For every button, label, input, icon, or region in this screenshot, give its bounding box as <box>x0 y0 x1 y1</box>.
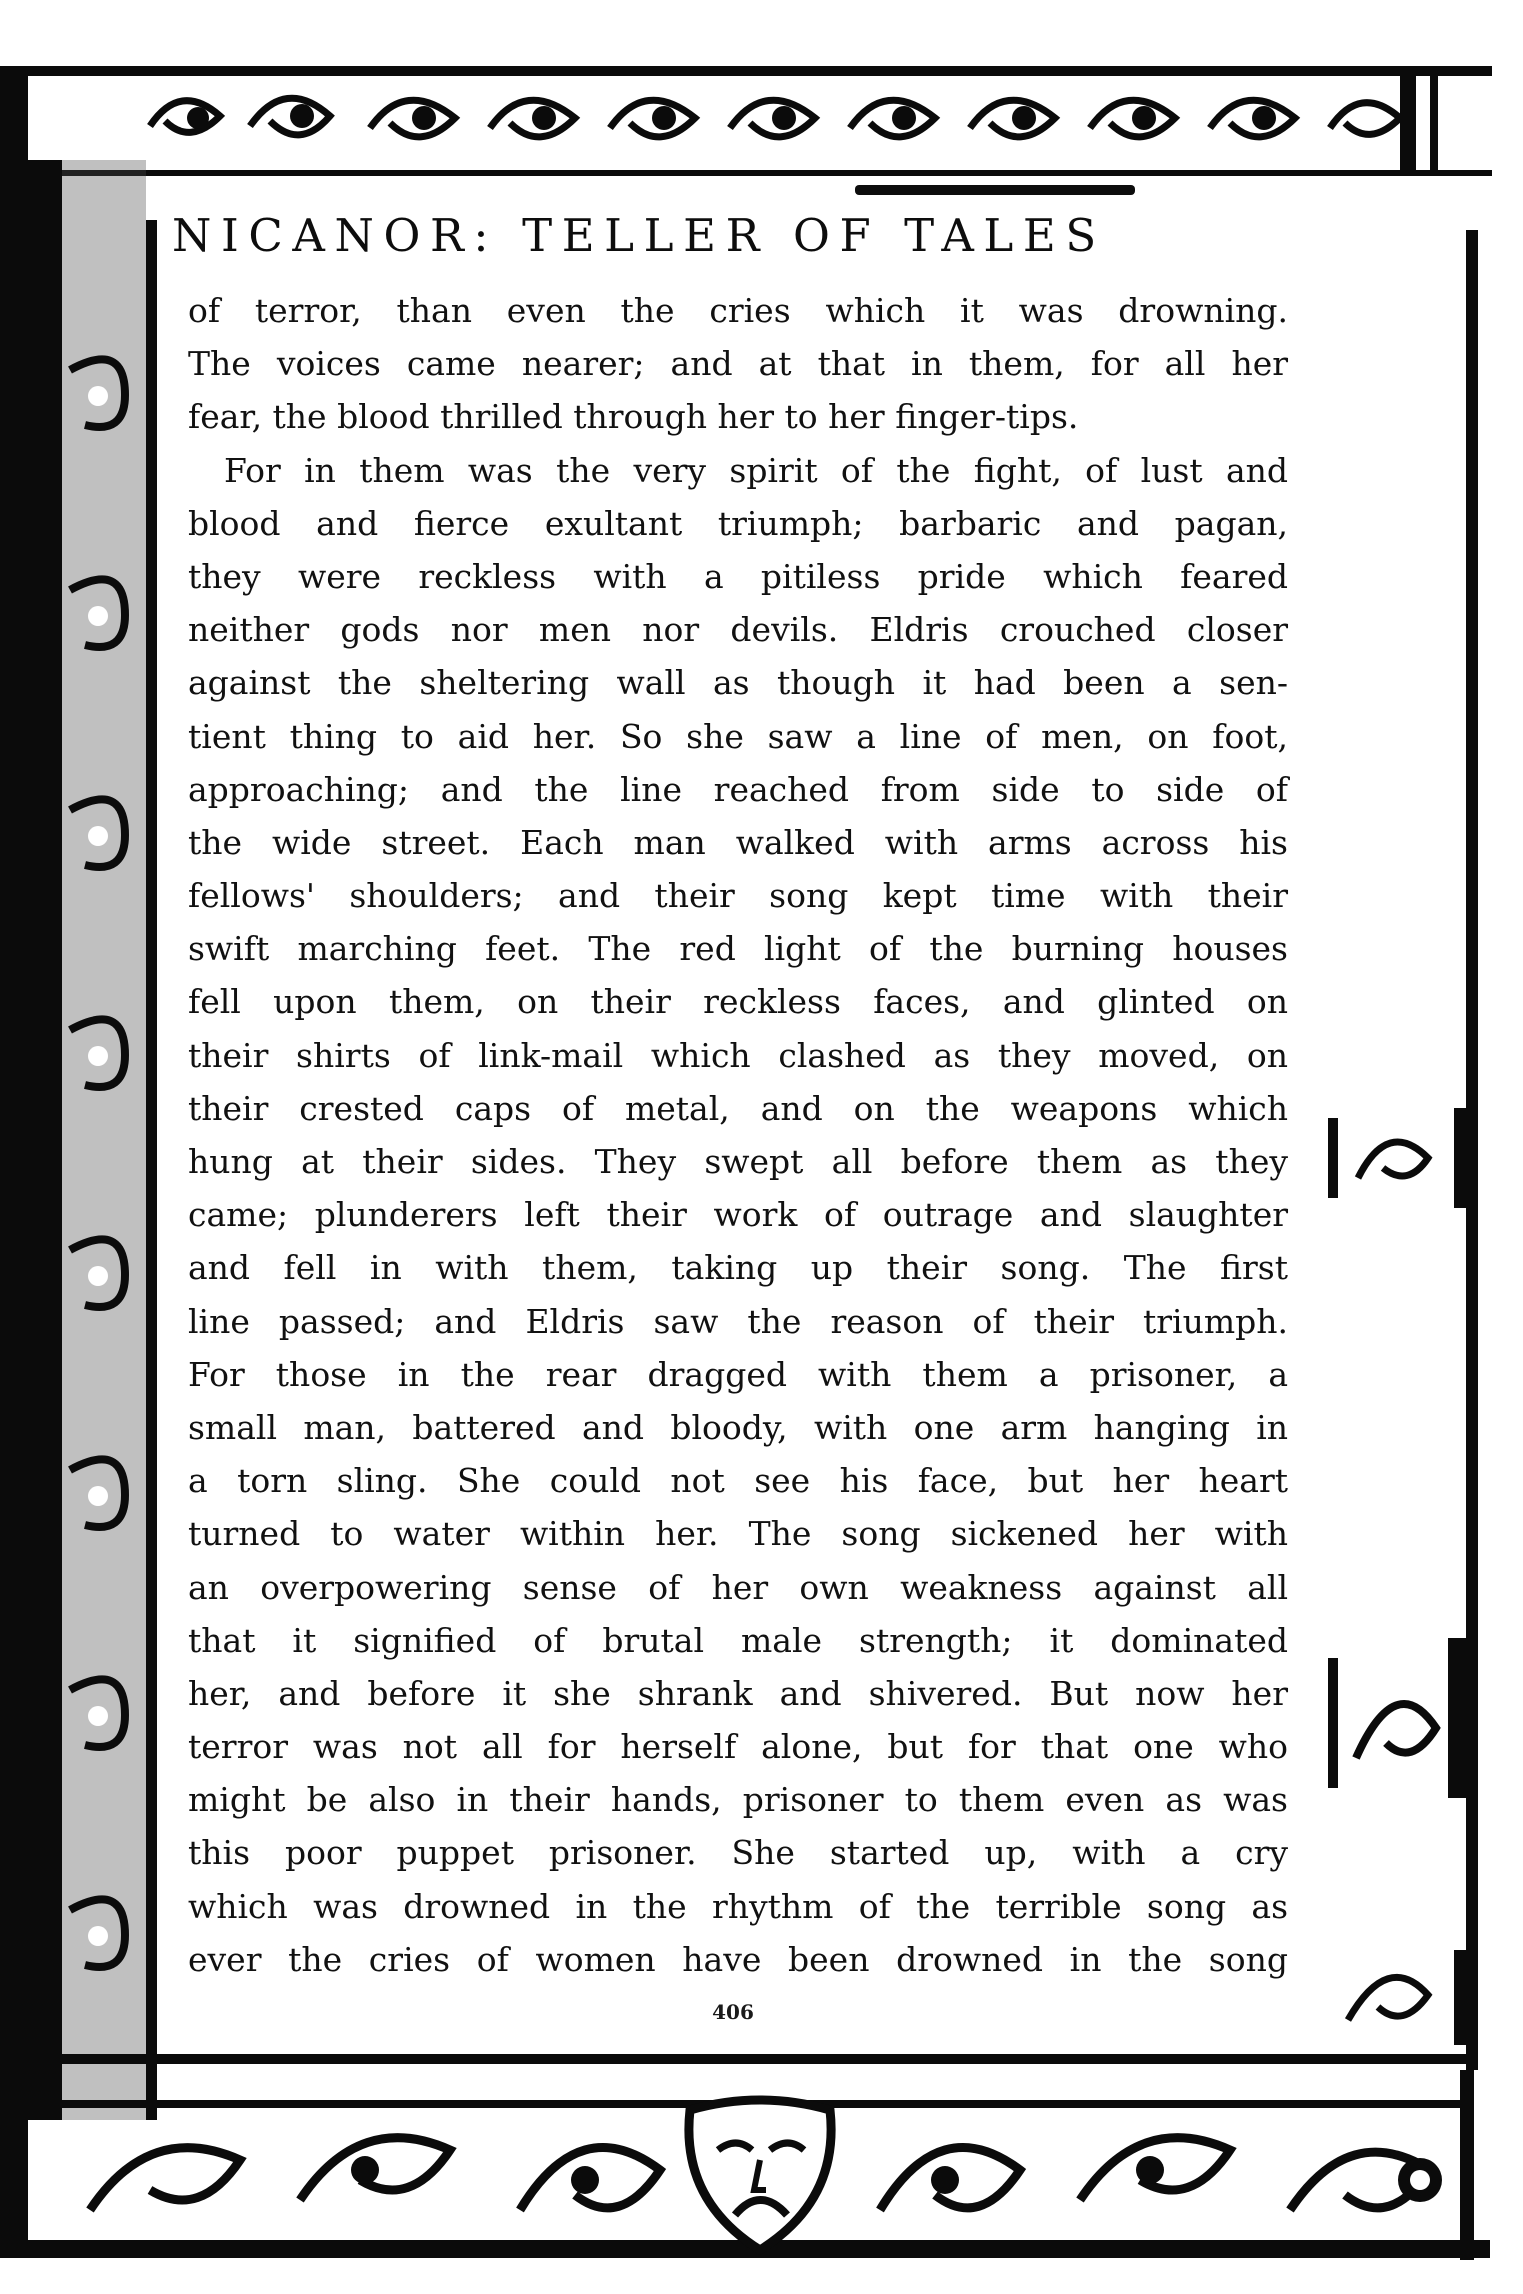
text-line: blood and fierce exultant triumph; barbaric and pagan, <box>188 503 1288 543</box>
text-line: came; plunderers left their work of outrage and slaughter <box>188 1195 1288 1235</box>
text-line: this poor puppet prisoner. She started up, with a cry <box>188 1833 1288 1873</box>
top-border-ornament-icon <box>0 66 1492 186</box>
text-line: terror was not all for herself alone, but for that one who <box>188 1727 1288 1767</box>
right-ornament-icon <box>1328 1108 1478 1208</box>
text-line: fear, the blood thrilled through her to her finger-tips. <box>188 397 1079 437</box>
text-line: The voices came nearer; and at that in them, for all her <box>188 344 1288 384</box>
bottom-border-ornament-icon <box>0 2010 1523 2280</box>
running-head-rule <box>855 185 1135 195</box>
text-line: For those in the rear dragged with them a prisoner, a <box>188 1354 1288 1394</box>
right-ornament-icon <box>1328 1638 1478 1798</box>
text-line: ever the cries of women have been drowned in the song <box>188 1939 1288 1979</box>
text-line: an overpowering sense of her own weakness against all <box>188 1567 1288 1607</box>
text-line: small man, battered and bloody, with one arm hanging in <box>188 1407 1288 1447</box>
text-line: their shirts of link-mail which clashed as they moved, on <box>188 1035 1288 1075</box>
running-head: NICANOR: TELLER OF TALES <box>172 209 1106 262</box>
text-line: of terror, than even the cries which it was drowning. <box>188 291 1288 330</box>
text-line: the wide street. Each man walked with arms across his <box>188 822 1288 862</box>
text-line: which was drowned in the rhythm of the terrible song as <box>188 1886 1288 1926</box>
text-line: turned to water within her. The song sickened her with <box>188 1514 1288 1554</box>
text-line: swift marching feet. The red light of the burning houses <box>188 929 1288 969</box>
text-line: their crested caps of metal, and on the weapons which <box>188 1088 1288 1128</box>
text-line: fell upon them, on their reckless faces, and glinted on <box>188 982 1288 1022</box>
page-number: 406 <box>712 2000 754 2024</box>
text-line: tient thing to aid her. So she saw a line of men, on foot, <box>188 716 1288 756</box>
body-text <box>188 284 1288 1986</box>
text-line: and fell in with them, taking up their song. The first <box>188 1248 1288 1288</box>
left-border-ornament-icon <box>0 160 170 2120</box>
text-line: neither gods nor men nor devils. Eldris crouched closer <box>188 610 1288 650</box>
text-line: might be also in their hands, prisoner to them even as was <box>188 1780 1288 1820</box>
text-line: approaching; and the line reached from side to side of <box>188 769 1288 809</box>
text-line: line passed; and Eldris saw the reason of their triumph. <box>188 1301 1288 1341</box>
text-line: fellows' shoulders; and their song kept time with their <box>188 876 1288 916</box>
theater-mask-icon <box>689 2100 831 2250</box>
text-line: her, and before it she shrank and shivered. But now her <box>188 1673 1288 1713</box>
text-line: hung at their sides. They swept all before them as they <box>188 1142 1288 1181</box>
text-line: a torn sling. She could not see his face, but her heart <box>188 1461 1288 1501</box>
text-line: against the sheltering wall as though it had been a sen- <box>188 663 1288 703</box>
text-line: that it signified of brutal male strength; it dominated <box>188 1620 1288 1660</box>
text-line: they were reckless with a pitiless pride which feared <box>188 556 1288 596</box>
text-line: For in them was the very spirit of the fight, of lust and <box>224 450 1288 490</box>
